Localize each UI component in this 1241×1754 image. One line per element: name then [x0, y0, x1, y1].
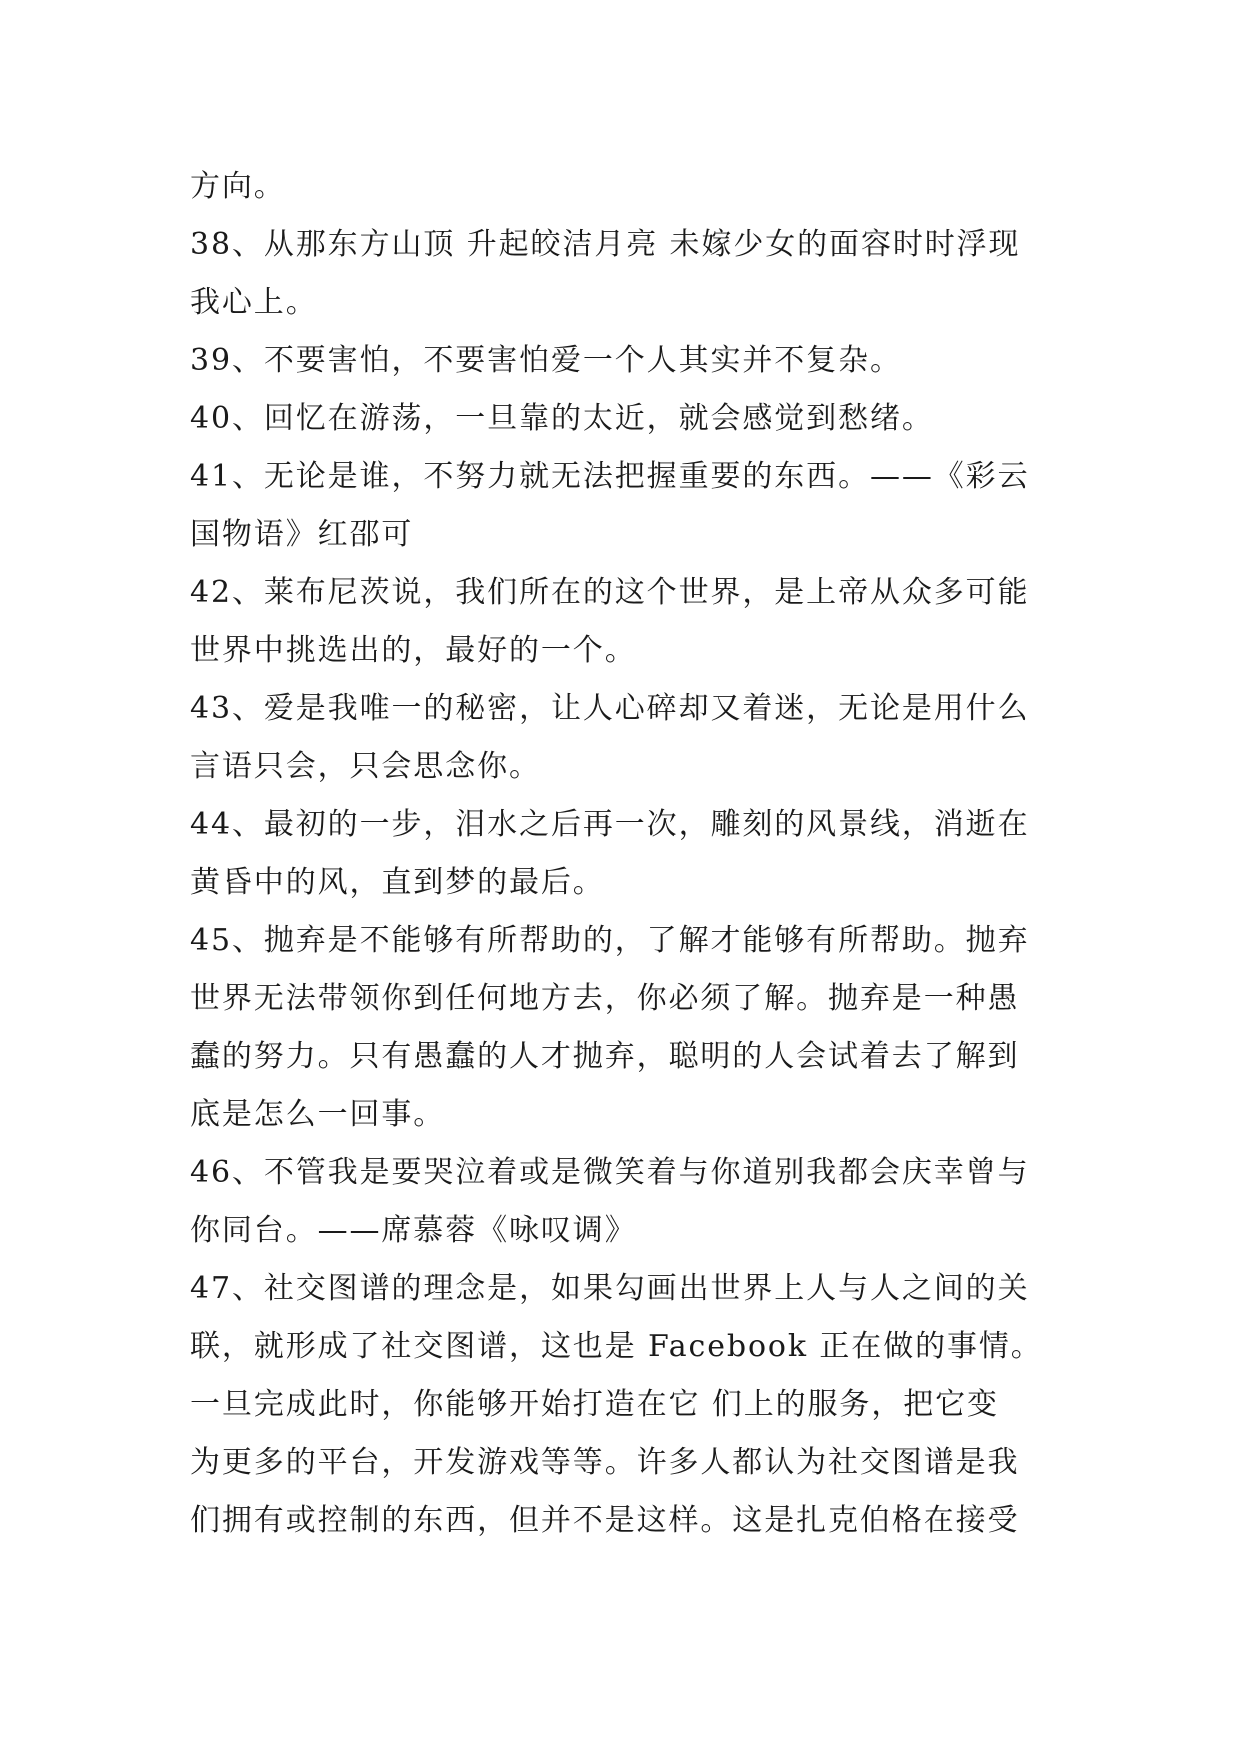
- text-line: 底是怎么一回事。: [190, 1097, 446, 1132]
- text-line: 为更多的平台，开发游戏等等。许多人都认为社交图谱是我: [190, 1445, 1020, 1480]
- text-line: 44、最初的一步，泪水之后再一次，雕刻的风景线，消逝在: [190, 807, 1030, 842]
- text-line: 方向。: [190, 169, 286, 204]
- text-line: 联，就形成了社交图谱，这也是 Facebook 正在做的事情。: [190, 1329, 1043, 1364]
- text-line: 国物语》红邵可: [190, 517, 414, 552]
- text-line: 你同台。——席慕蓉《咏叹调》: [190, 1213, 637, 1248]
- text-line: 言语只会，只会思念你。: [190, 749, 541, 784]
- text-line: 41、无论是谁，不努力就无法把握重要的东西。——《彩云: [190, 459, 1030, 494]
- text-line: 40、回忆在游荡，一旦靠的太近，就会感觉到愁绪。: [190, 401, 934, 436]
- text-line: 我心上。: [190, 285, 318, 320]
- text-line: 黄昏中的风，直到梦的最后。: [190, 865, 605, 900]
- text-line: 38、从那东方山顶 升起皎洁月亮 未嫁少女的面容时时浮现: [190, 227, 1021, 262]
- text-line: 们拥有或控制的东西，但并不是这样。这是扎克伯格在接受: [190, 1503, 1020, 1538]
- text-line: 47、社交图谱的理念是，如果勾画出世界上人与人之间的关: [190, 1271, 1030, 1306]
- text-line: 45、抛弃是不能够有所帮助的，了解才能够有所帮助。抛弃: [190, 923, 1030, 958]
- text-line: 42、莱布尼茨说，我们所在的这个世界，是上帝从众多可能: [190, 575, 1030, 610]
- text-line: 蠢的努力。只有愚蠢的人才抛弃，聪明的人会试着去了解到: [190, 1039, 1020, 1074]
- text-line: 43、爱是我唯一的秘密，让人心碎却又着迷，无论是用什么: [190, 691, 1030, 726]
- text-line: 46、不管我是要哭泣着或是微笑着与你道别我都会庆幸曾与: [190, 1155, 1030, 1190]
- text-line: 39、不要害怕，不要害怕爱一个人其实并不复杂。: [190, 343, 902, 378]
- document-body: [190, 158, 1060, 1550]
- text-line: 一旦完成此时，你能够开始打造在它 们上的服务，把它变: [190, 1387, 999, 1422]
- text-line: 世界中挑选出的，最好的一个。: [190, 633, 637, 668]
- text-line: 世界无法带领你到任何地方去，你必须了解。抛弃是一种愚: [190, 981, 1020, 1016]
